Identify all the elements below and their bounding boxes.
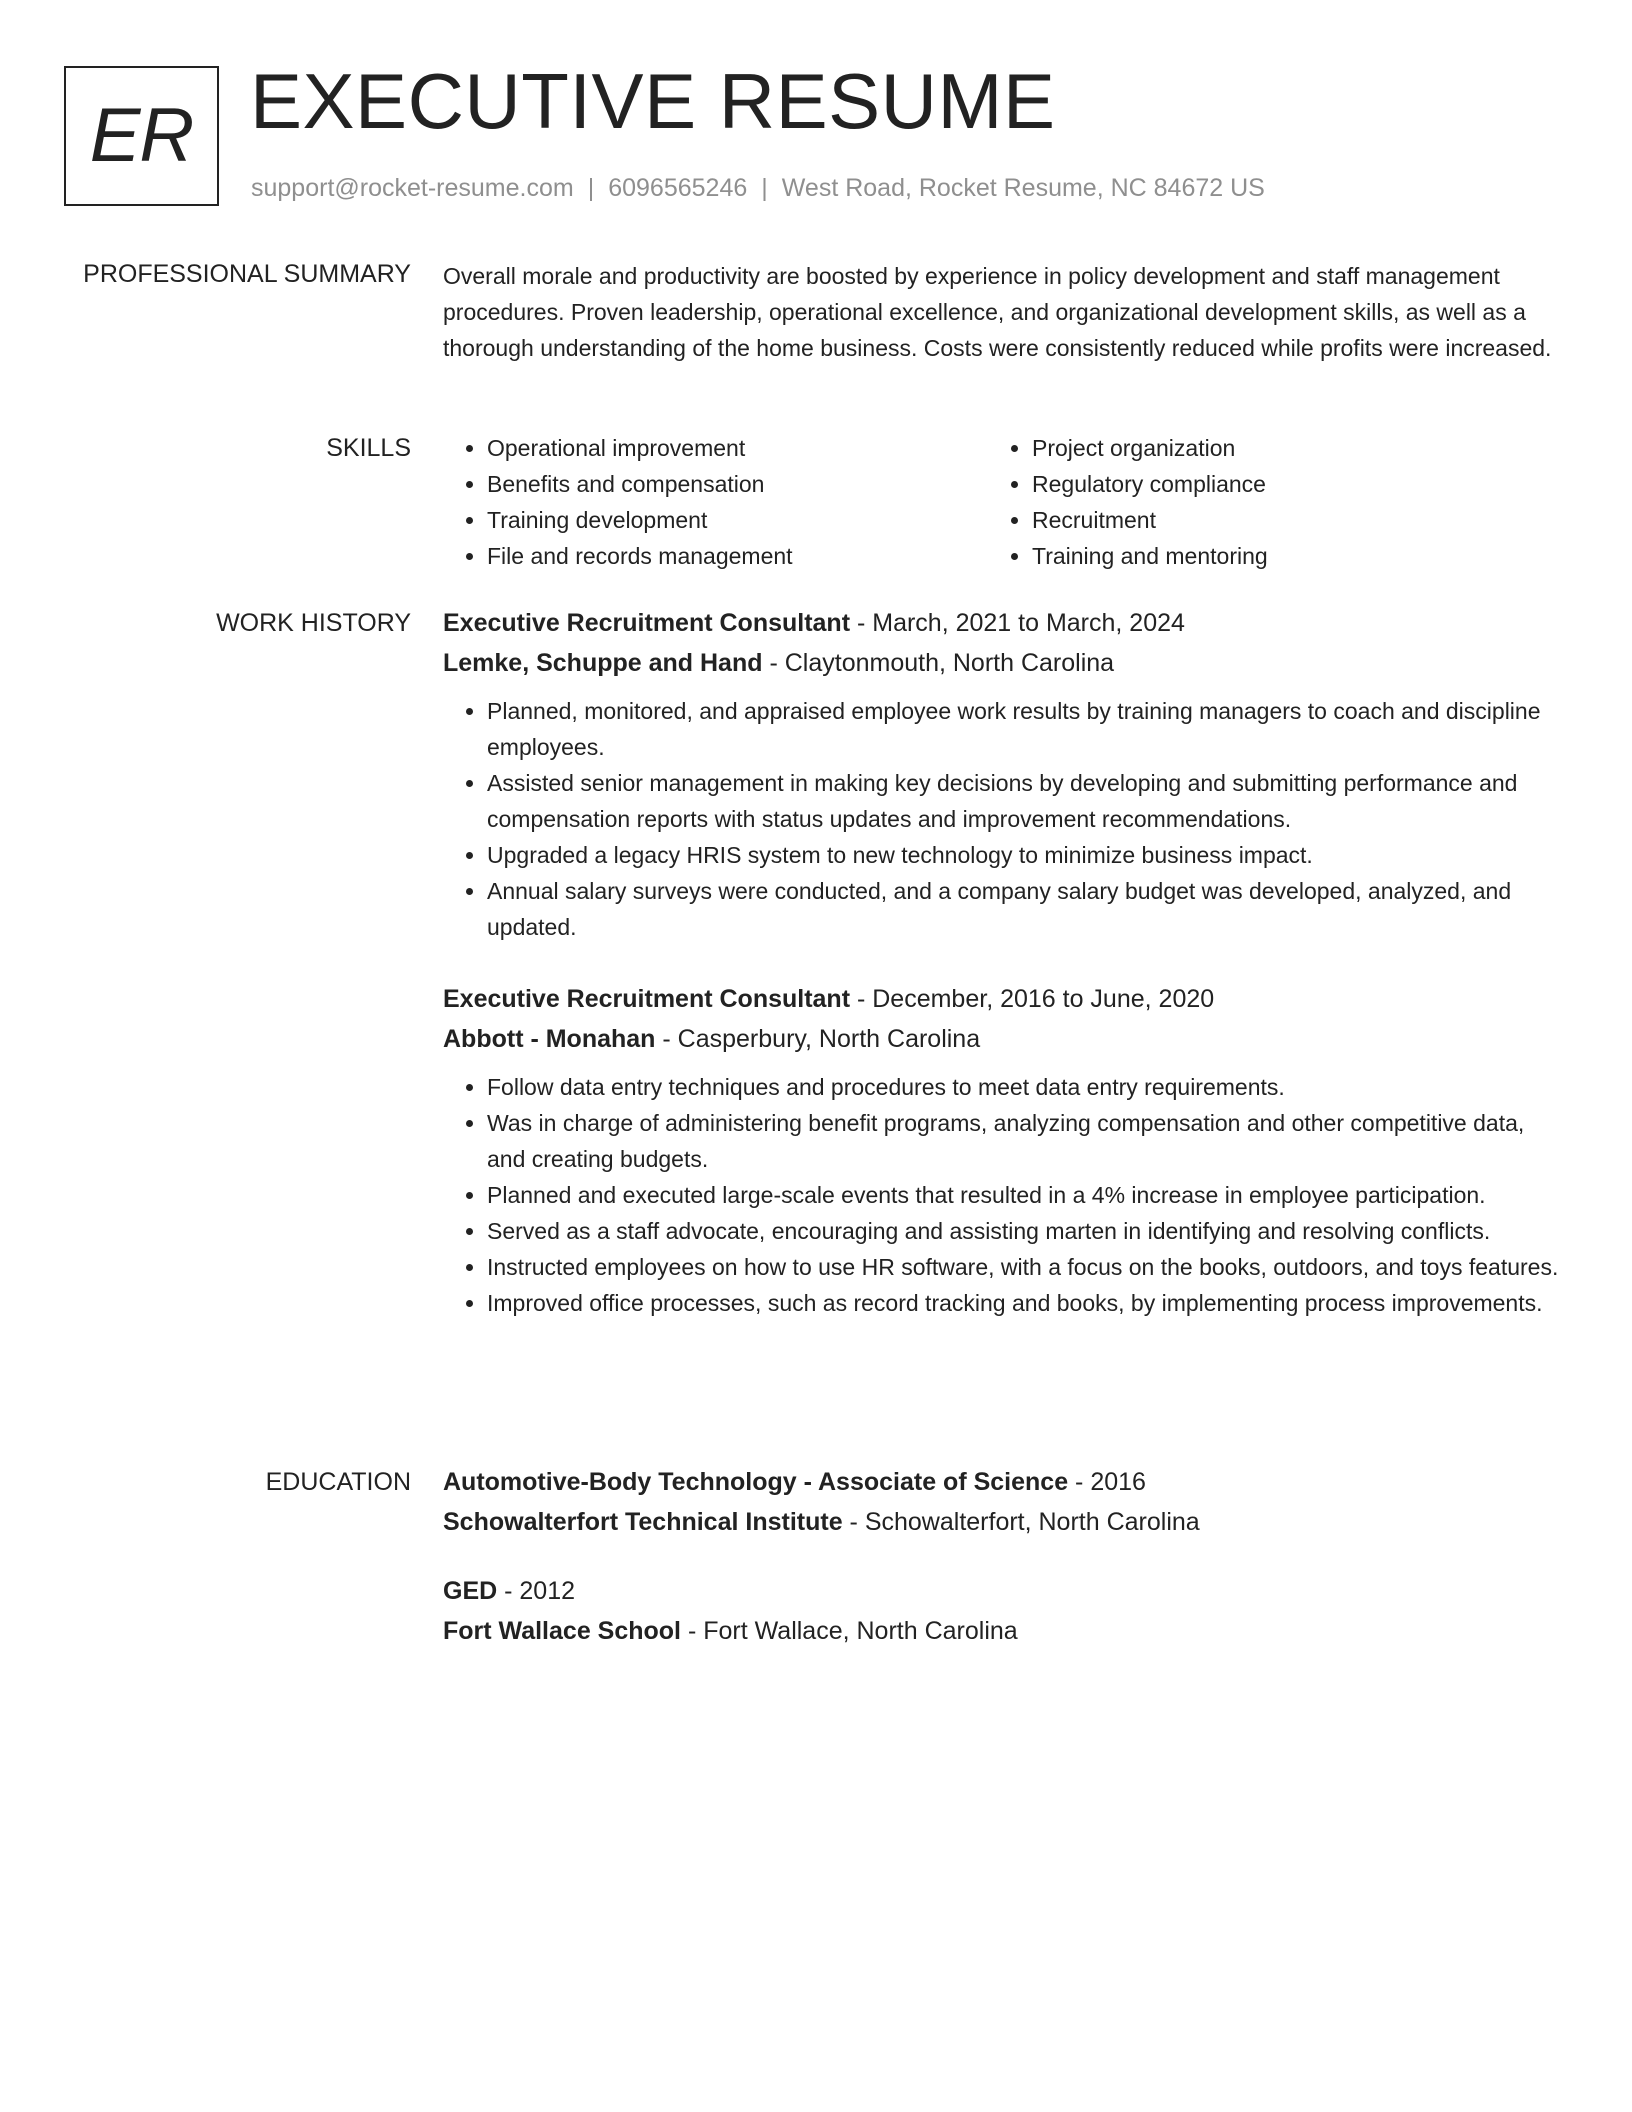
job-title: Executive Recruitment Consultant (443, 985, 851, 1013)
skill-item: • Regulatory compliance (1032, 466, 1533, 502)
skill-item: • Project organization (1032, 430, 1533, 466)
contact-email: support@rocket-resume.com (251, 174, 574, 202)
school-location: - Fort Wallace, North Carolina (681, 1617, 1018, 1645)
contact-phone: 6096565246 (608, 174, 748, 202)
education-entry (443, 1571, 1563, 1651)
school-line (443, 1502, 1563, 1542)
skill-item: • Training development (487, 502, 988, 538)
skill-item: • Benefits and compensation (487, 466, 988, 502)
job-entry (443, 603, 1563, 945)
job-bullet: • Upgraded a legacy HRIS system to new technology to minimize business impact. (487, 837, 1563, 873)
job-dates: - December, 2016 to June, 2020 (850, 985, 1215, 1013)
degree-name: Automotive-Body Technology - Associate of Science (443, 1468, 1069, 1496)
job-bullet: • Follow data entry techniques and procedures to meet data entry requirements. (487, 1069, 1563, 1105)
job-bullet: • Served as a staff advocate, encouraging and assisting marten in identifying and resolving conflicts. (487, 1213, 1563, 1249)
contact-address: West Road, Rocket Resume, NC 84672 US (781, 174, 1265, 202)
job-bullet: • Annual salary surveys were conducted, and a company salary budget was developed, analyzed, and updated. (487, 873, 1563, 945)
document-title: EXECUTIVE RESUME (250, 57, 1056, 145)
contact-separator: | (587, 174, 595, 202)
school-location: - Schowalterfort, North Carolina (842, 1508, 1200, 1536)
job-company-line (443, 1019, 1563, 1059)
job-company: Abbott - Monahan (443, 1025, 656, 1053)
job-bullet: • Planned and executed large-scale events that resulted in a 4% increase in employee participation. (487, 1177, 1563, 1213)
skill-item: • Operational improvement (487, 430, 988, 466)
skills-list-right (988, 430, 1533, 574)
skill-item: • Training and mentoring (1032, 538, 1533, 574)
school-name: Fort Wallace School (443, 1617, 682, 1645)
job-bullets (443, 1069, 1563, 1321)
job-bullets (443, 693, 1563, 945)
skills-list-left (443, 430, 988, 574)
work-history-heading: WORK HISTORY (216, 609, 411, 637)
job-bullet: • Planned, monitored, and appraised employee work results by training managers to coach and discipline employees. (487, 693, 1563, 765)
degree-year: - 2012 (497, 1577, 576, 1605)
education-heading: EDUCATION (265, 1468, 411, 1496)
job-bullet: • Was in charge of administering benefit programs, analyzing compensation and other competitive data, and creating budgets. (487, 1105, 1563, 1177)
job-bullet: • Assisted senior management in making key decisions by developing and submitting performance and compensation reports with status updates and improvement recommendations. (487, 765, 1563, 837)
contact-line (251, 172, 1265, 204)
school-name: Schowalterfort Technical Institute (443, 1508, 843, 1536)
monogram-initials: ER (89, 93, 194, 178)
job-dates: - March, 2021 to March, 2024 (850, 609, 1185, 637)
summary-heading: PROFESSIONAL SUMMARY (83, 260, 411, 288)
degree-name: GED (443, 1577, 498, 1605)
skill-item: • Recruitment (1032, 502, 1533, 538)
job-entry (443, 979, 1563, 1321)
degree-year: - 2016 (1068, 1468, 1146, 1496)
degree-line (443, 1462, 1563, 1502)
job-bullet: • Improved office processes, such as record tracking and books, by implementing process improvements. (487, 1285, 1563, 1321)
contact-separator: | (761, 174, 768, 202)
degree-line (443, 1571, 1563, 1611)
education-entry (443, 1462, 1563, 1542)
skills-heading: SKILLS (326, 434, 411, 462)
job-company-line (443, 643, 1563, 683)
job-bullet: • Instructed employees on how to use HR software, with a focus on the books, outdoors, and toys features. (487, 1249, 1563, 1285)
job-title-line (443, 979, 1563, 1019)
skill-item: • File and records management (487, 538, 988, 574)
school-line (443, 1611, 1563, 1651)
job-company: Lemke, Schuppe and Hand (443, 649, 763, 677)
monogram-logo (64, 66, 219, 206)
summary-text: Overall morale and productivity are boosted by experience in policy development and staff management procedures. Proven leadership, operational excellence, and organizational development skills, as well as a thorough understanding of the home business. Costs were consistently reduced while profits were increased. (443, 263, 1552, 361)
job-location: - Claytonmouth, North Carolina (762, 649, 1115, 677)
job-title-line (443, 603, 1563, 643)
job-title: Executive Recruitment Consultant (443, 609, 851, 637)
job-location: - Casperbury, North Carolina (655, 1025, 981, 1053)
